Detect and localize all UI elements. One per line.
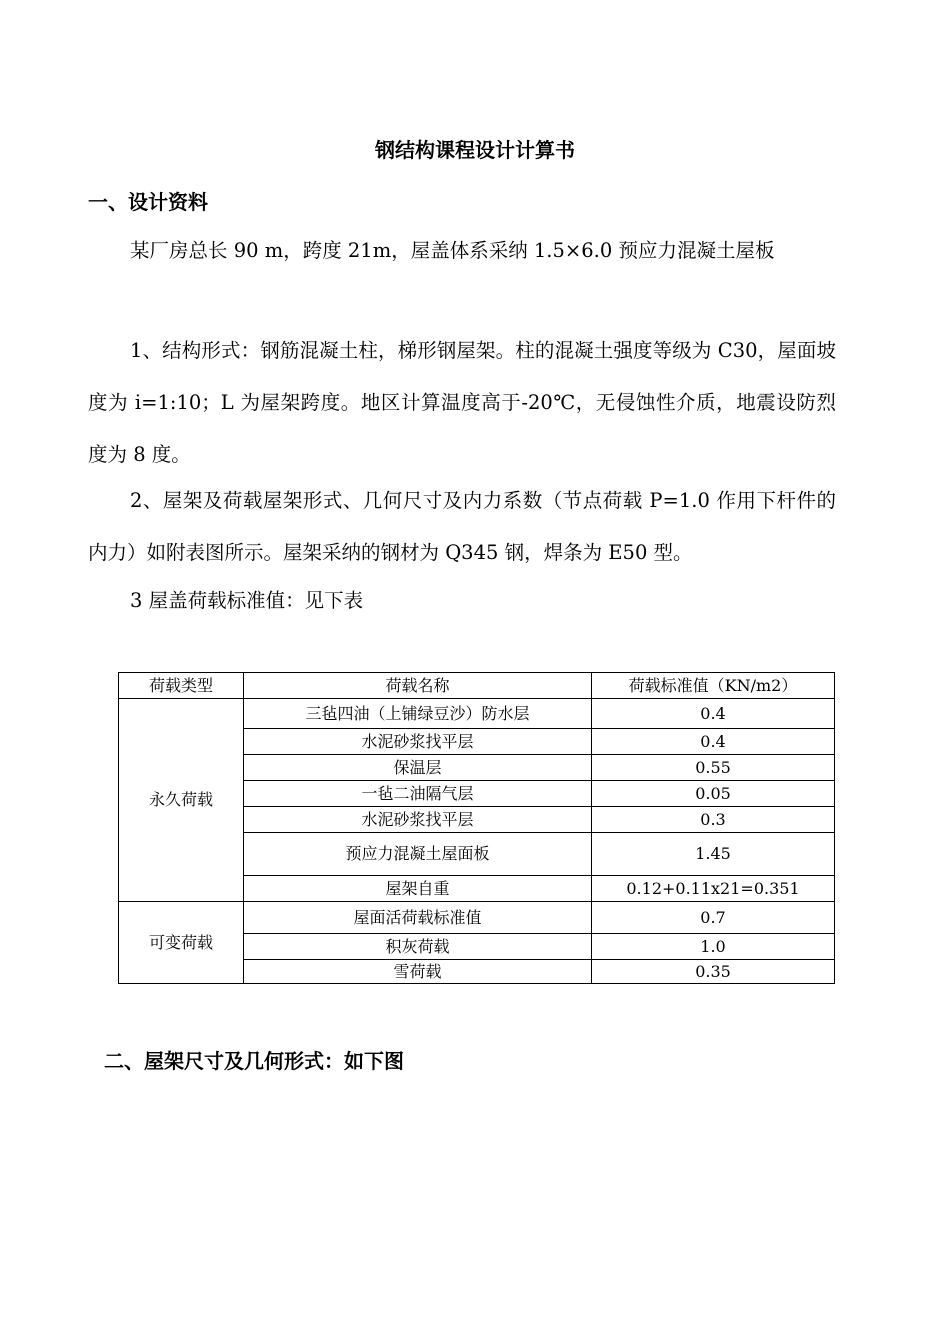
load-value-cell: 0.3 xyxy=(592,807,835,833)
paragraph-truss-loads: 2、屋架及荷载屋架形式、几何尺寸及内力系数（节点荷载 P=1.0 作用下杆件的内力）如附表图所示。屋架采纳的钢材为 Q345 钢，焊条为 E50 型。 xyxy=(88,489,836,564)
header-load-value: 荷载标准值（KN/m2） xyxy=(592,673,835,699)
load-value-cell: 1.45 xyxy=(592,833,835,876)
document-title: 钢结构课程设计计算书 xyxy=(375,138,575,162)
load-value-cell: 0.12+0.11x21=0.351 xyxy=(592,876,835,902)
load-name-cell: 屋架自重 xyxy=(244,876,592,902)
load-value-cell: 0.4 xyxy=(592,729,835,755)
load-value-cell: 0.05 xyxy=(592,781,835,807)
section-1-heading: 一、设计资料 xyxy=(88,190,208,214)
load-value-cell: 1.0 xyxy=(592,934,835,960)
load-name-cell: 三毡四油（上铺绿豆沙）防水层 xyxy=(244,699,592,729)
header-load-type: 荷载类型 xyxy=(119,673,244,699)
paragraph-load-table-intro: 3 屋盖荷载标准值：见下表 xyxy=(130,589,364,612)
load-name-cell: 一毡二油隔气层 xyxy=(244,781,592,807)
table-header-row xyxy=(119,673,835,699)
paragraph-structure-form: 1、结构形式：钢筋混凝土柱，梯形钢屋架。柱的混凝土强度等级为 C30，屋面坡度为 i=1:10；L 为屋架跨度。地区计算温度高于-20℃，无侵蚀性介质，地震设防烈度为 8 度。 xyxy=(88,339,836,466)
load-name-cell: 水泥砂浆找平层 xyxy=(244,807,592,833)
load-value-cell: 0.35 xyxy=(592,960,835,984)
load-name-cell: 屋面活荷载标准值 xyxy=(244,902,592,934)
section-2-heading: 二、屋架尺寸及几何形式：如下图 xyxy=(104,1049,404,1073)
load-standard-table xyxy=(118,672,835,984)
paragraph-factory-overview: 某厂房总长 90 m，跨度 21m，屋盖体系采纳 1.5×6.0 预应力混凝土屋板 xyxy=(130,239,775,262)
load-type-variable: 可变荷载 xyxy=(119,902,244,984)
load-name-cell: 保温层 xyxy=(244,755,592,781)
load-name-cell: 水泥砂浆找平层 xyxy=(244,729,592,755)
load-name-cell: 积灰荷载 xyxy=(244,934,592,960)
load-name-cell: 雪荷载 xyxy=(244,960,592,984)
load-name-cell: 预应力混凝土屋面板 xyxy=(244,833,592,876)
load-value-cell: 0.4 xyxy=(592,699,835,729)
load-value-cell: 0.7 xyxy=(592,902,835,934)
header-load-name: 荷载名称 xyxy=(244,673,592,699)
load-type-permanent: 永久荷载 xyxy=(119,699,244,902)
load-value-cell: 0.55 xyxy=(592,755,835,781)
table-row xyxy=(119,902,835,934)
table-row xyxy=(119,699,835,729)
